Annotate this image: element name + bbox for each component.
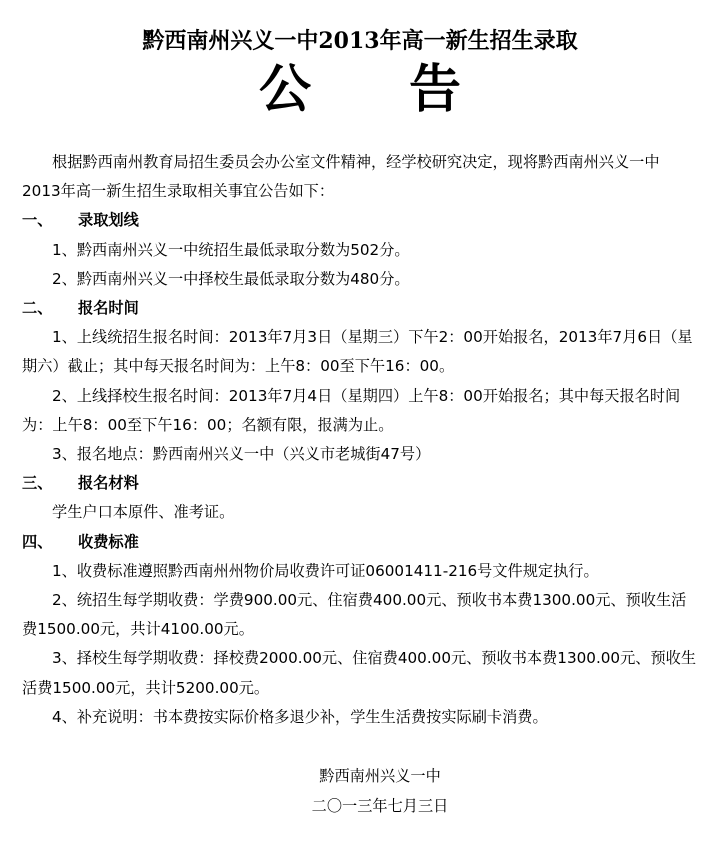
section-item: 1、收费标准遵照黔西南州州物价局收费许可证06001411-216号文件规定执行。	[52, 561, 599, 580]
section-item: 学生户口本原件、准考证。	[52, 503, 235, 522]
section-heading	[22, 528, 698, 557]
document-body	[22, 148, 698, 732]
signature-date: 二〇一三年七月三日	[311, 797, 449, 815]
section-title: 录取划线	[78, 211, 139, 230]
section-heading	[22, 469, 698, 498]
section-item: 2、黔西南州兴义一中择校生最低录取分数为480分。	[52, 269, 410, 288]
document-title: 黔西南州兴义一中2013年高一新生招生录取	[142, 28, 578, 54]
section-item: 2、上线择校生报名时间：2013年7月4日（星期四）上午8：00开始报名；其中每天报名时间为：上午8：00至下午16：00；名额有限，报满为止。	[22, 386, 681, 434]
section-heading	[22, 206, 698, 235]
section-number: 一、	[22, 211, 53, 230]
section-number: 二、	[22, 299, 53, 318]
section-heading	[22, 294, 698, 323]
section-title: 报名材料	[78, 474, 139, 493]
section-title: 报名时间	[78, 299, 139, 318]
section-number: 四、	[22, 532, 53, 551]
section-number: 三、	[22, 474, 53, 493]
section-title: 收费标准	[78, 532, 139, 551]
intro-paragraph: 根据黔西南州教育局招生委员会办公室文件精神，经学校研究决定，现将黔西南州兴义一中2013年高一新生招生录取相关事宜公告如下：	[22, 153, 660, 201]
section-item: 2、统招生每学期收费：学费900.00元、住宿费400.00元、预收书本费1300.00元、预收生活费1500.00元，共计4100.00元。	[22, 591, 687, 639]
section-item: 1、上线统招生报名时间：2013年7月3日（星期三）下午2：00开始报名，2013年7月6日（星期六）截止；其中每天报名时间为：上午8：00至下午16：00。	[22, 328, 693, 376]
section-item: 3、报名地点：黔西南州兴义一中（兴义市老城街47号）	[52, 445, 431, 464]
section-item: 3、择校生每学期收费：择校费2000.00元、住宿费400.00元、预收书本费1300.00元、预收生活费1500.00元，共计5200.00元。	[22, 649, 697, 697]
document-heading: 公 告	[258, 60, 502, 120]
section-item: 1、黔西南州兴义一中统招生最低录取分数为502分。	[52, 240, 410, 259]
section-item: 4、补充说明：书本费按实际价格多退少补，学生生活费按实际刷卡消费。	[52, 707, 548, 726]
signature-organization: 黔西南州兴义一中	[319, 767, 441, 785]
